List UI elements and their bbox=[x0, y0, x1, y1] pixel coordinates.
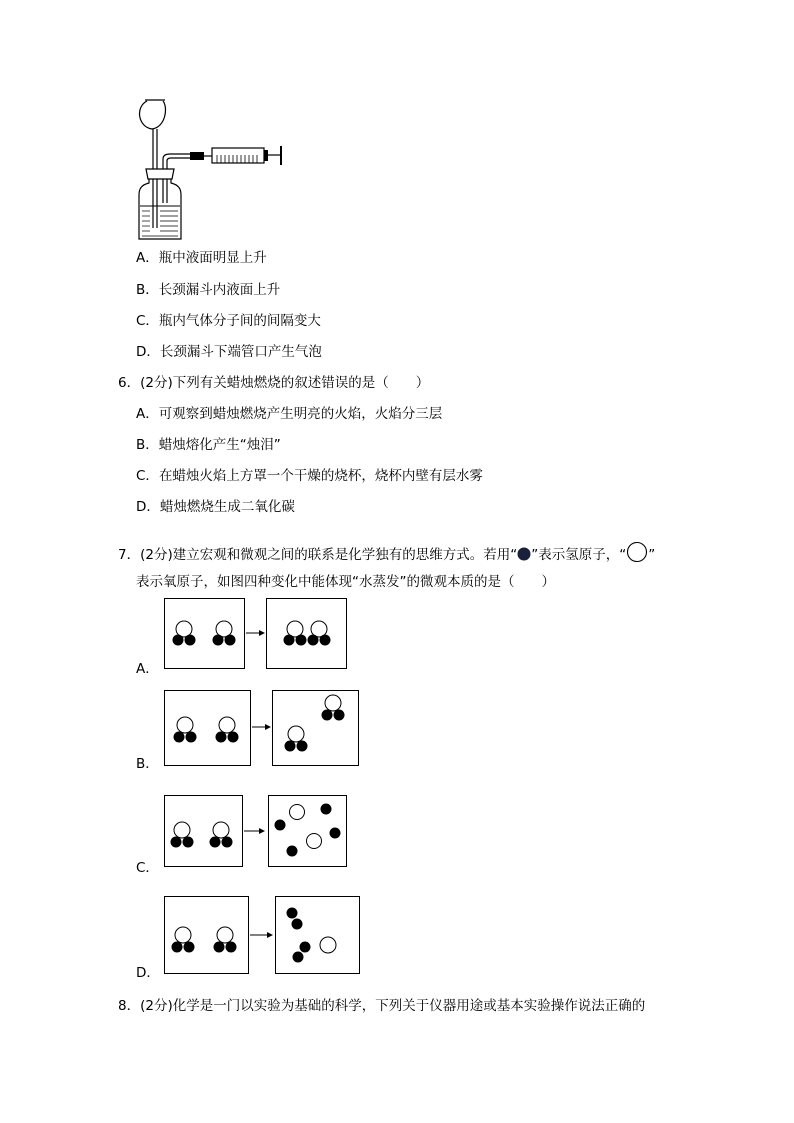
water-molecules bbox=[165, 599, 246, 670]
water-molecules bbox=[165, 796, 244, 868]
q7-b-before-box bbox=[164, 690, 251, 766]
question-score: (2分) bbox=[140, 547, 173, 563]
question-score: (2分) bbox=[140, 375, 173, 391]
arrow-icon bbox=[245, 628, 267, 638]
question-number: 6． bbox=[118, 375, 141, 391]
q6-option-b bbox=[136, 436, 281, 454]
question-number: 7． bbox=[118, 547, 141, 563]
question-text: 化学是一门以实验为基础的科学，下列关于仪器用途或基本实验操作说法正确的 bbox=[172, 998, 646, 1014]
q7-option-b-letter: B． bbox=[136, 756, 159, 772]
question-8-stem bbox=[118, 997, 645, 1015]
option-letter: B． bbox=[136, 282, 159, 298]
question-7-stem-line2 bbox=[136, 573, 555, 591]
q7-a-before-box bbox=[164, 598, 245, 669]
option-text: 瓶中液面明显上升 bbox=[158, 250, 267, 266]
question-score: (2分) bbox=[140, 998, 173, 1014]
q5-option-d bbox=[136, 343, 322, 361]
question-text: 下列有关蜡烛燃烧的叙述错误的是（ ） bbox=[172, 375, 430, 391]
option-letter: A． bbox=[136, 406, 159, 422]
oxygen-atom-icon bbox=[626, 541, 648, 563]
option-letter: C． bbox=[136, 313, 159, 329]
q6-option-d bbox=[136, 498, 295, 516]
water-molecules bbox=[165, 691, 252, 767]
q7-a-after-box bbox=[266, 598, 347, 669]
apparatus-figure bbox=[130, 93, 295, 243]
option-letter: D． bbox=[136, 344, 160, 360]
question-6-stem bbox=[118, 374, 429, 392]
question-7-stem bbox=[118, 541, 655, 564]
option-text: 蜡烛熔化产生“烛泪” bbox=[158, 437, 281, 453]
question-text: ” bbox=[648, 547, 656, 563]
q7-option-c-letter: C． bbox=[136, 860, 159, 876]
arrow-icon bbox=[243, 826, 267, 836]
question-number: 8． bbox=[118, 998, 141, 1014]
q5-option-c bbox=[136, 312, 321, 330]
option-letter: D． bbox=[136, 499, 160, 515]
hydrogen-oxygen-molecules bbox=[276, 897, 361, 975]
water-molecules-spread bbox=[273, 691, 360, 767]
option-letter: A． bbox=[136, 250, 159, 266]
option-text: 蜡烛燃烧生成二氧化碳 bbox=[159, 499, 295, 515]
option-letter: B． bbox=[136, 437, 159, 453]
arrow-icon bbox=[251, 722, 273, 732]
q7-c-after-box bbox=[268, 795, 347, 867]
arrow-icon bbox=[249, 930, 275, 940]
water-molecules bbox=[165, 897, 250, 975]
question-text: ”表示氢原子，“ bbox=[531, 547, 627, 563]
option-text: 长颈漏斗下端管口产生气泡 bbox=[159, 344, 322, 360]
q7-c-before-box bbox=[164, 795, 243, 867]
hydrogen-atom-icon bbox=[517, 547, 531, 561]
option-text: 瓶内气体分子间的间隔变大 bbox=[158, 313, 321, 329]
q7-b-after-box bbox=[272, 690, 359, 766]
q7-d-before-box bbox=[164, 896, 249, 974]
q7-d-after-box bbox=[275, 896, 360, 974]
q5-option-a bbox=[136, 249, 267, 267]
option-letter: C． bbox=[136, 468, 159, 484]
water-molecules-closer bbox=[267, 599, 348, 670]
q6-option-a bbox=[136, 405, 442, 423]
q7-option-a-letter: A． bbox=[136, 661, 159, 677]
q5-option-b bbox=[136, 281, 280, 299]
q6-option-c bbox=[136, 467, 483, 485]
option-text: 可观察到蜡烛燃烧产生明亮的火焰，火焰分三层 bbox=[158, 406, 443, 422]
option-text: 长颈漏斗内液面上升 bbox=[158, 282, 281, 298]
question-text: 表示氧原子，如图四种变化中能体现“水蒸发”的微观本质的是（ ） bbox=[136, 574, 555, 590]
option-text: 在蜡烛火焰上方罩一个干燥的烧杯，烧杯内壁有层水雾 bbox=[158, 468, 483, 484]
separated-atoms bbox=[269, 796, 348, 868]
question-text: 建立宏观和微观之间的联系是化学独有的思维方式。若用“ bbox=[172, 547, 518, 563]
q7-option-d-letter: D． bbox=[136, 965, 160, 981]
